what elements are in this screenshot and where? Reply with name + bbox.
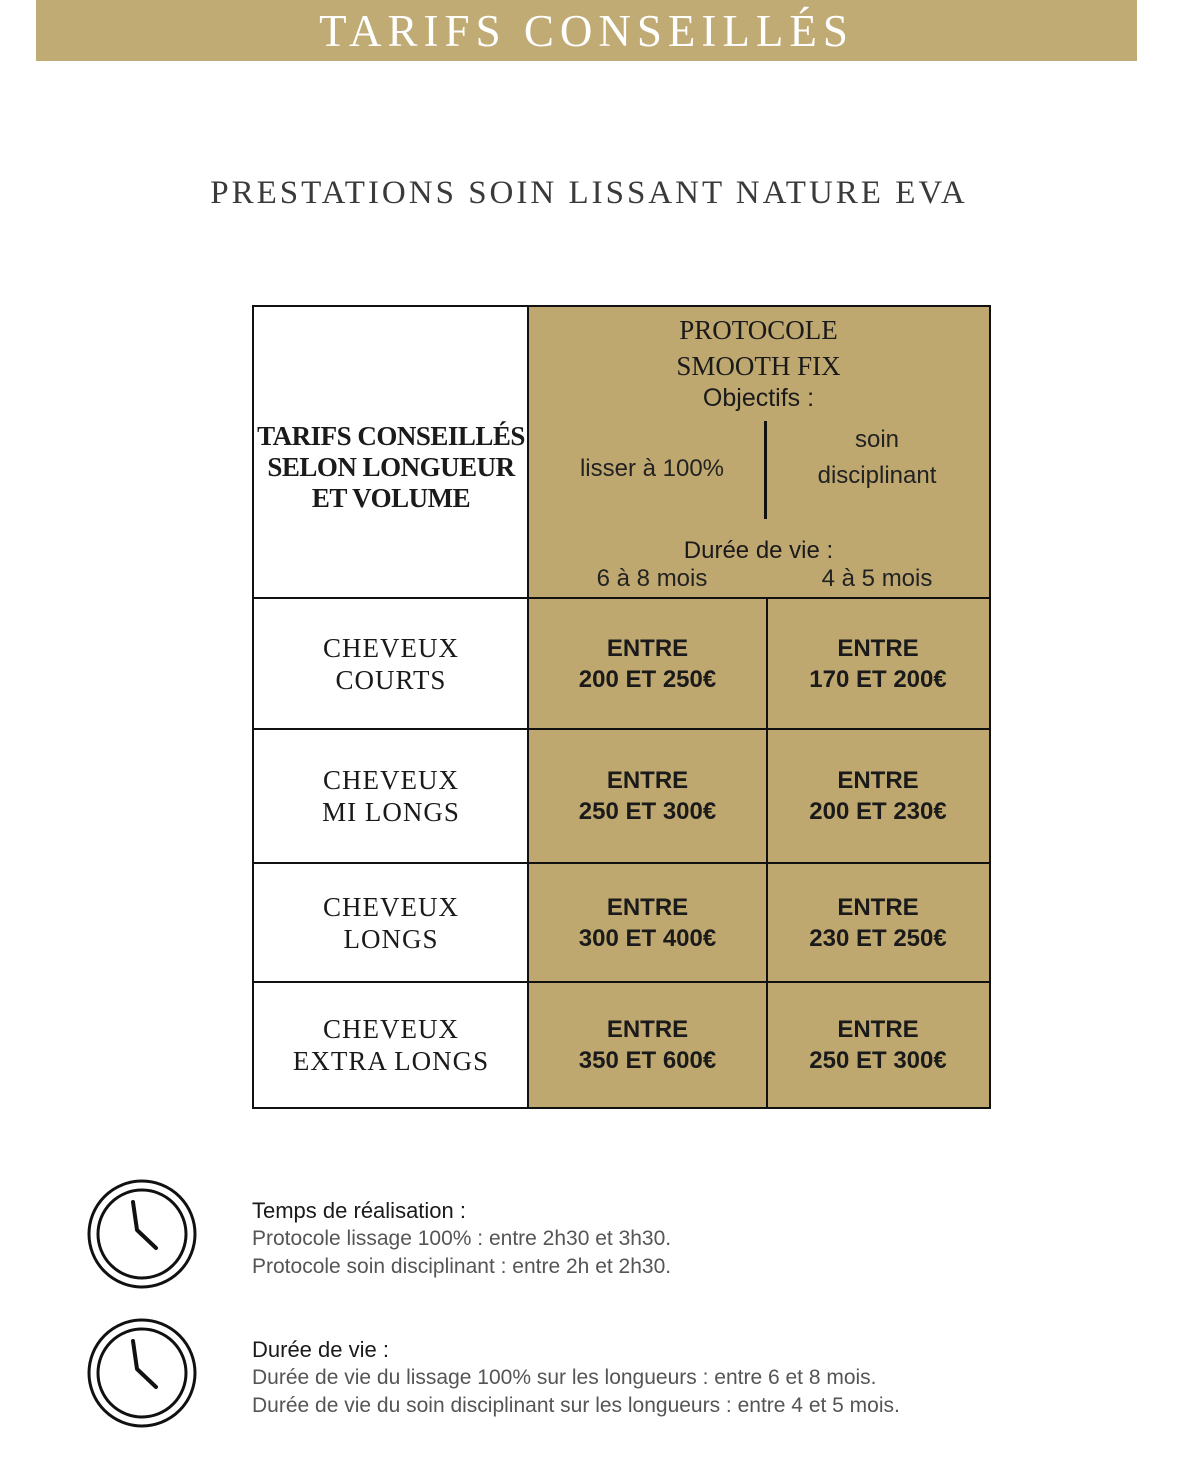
row-label-line2: MI LONGS	[322, 797, 460, 827]
price-prefix: ENTRE	[606, 634, 689, 662]
table-divider	[254, 597, 989, 599]
objective-divider	[764, 421, 767, 519]
price-prefix: ENTRE	[606, 1015, 689, 1043]
price-cell	[528, 982, 767, 1107]
price-cell	[767, 982, 989, 1107]
clock-icon	[86, 1317, 198, 1429]
price-prefix: ENTRE	[837, 767, 919, 794]
price-range: 230 ET 250€	[809, 924, 947, 952]
objective-right-line2: disciplinant	[817, 462, 937, 489]
row-label-longs	[254, 863, 528, 982]
row-label-line1: CHEVEUX	[322, 765, 459, 795]
row-label-line1: CHEVEUX	[323, 891, 459, 922]
price-range: 200 ET 250€	[578, 665, 717, 693]
duration-label: Durée de vie :	[683, 537, 834, 564]
note-execution-time	[252, 1197, 671, 1281]
price-cell	[767, 729, 989, 863]
note-lifetime	[252, 1336, 900, 1420]
price-range: 250 ET 300€	[809, 1046, 947, 1074]
clock-icon	[86, 1178, 198, 1290]
objective-right-line1: soin	[854, 426, 900, 453]
price-cell	[528, 729, 767, 863]
price-table	[252, 305, 991, 1109]
duration-right: 4 à 5 mois	[821, 565, 933, 592]
price-cell	[767, 863, 989, 982]
table-corner-title: TARIFS CONSEILLÉS SELON LONGUEUR ET VOLUME	[257, 421, 525, 513]
note-title: Durée de vie :	[252, 1337, 389, 1362]
table-divider	[254, 862, 989, 864]
objective-left: lisser à 100%	[579, 455, 725, 482]
price-cell	[767, 598, 989, 729]
header-banner	[36, 0, 1137, 61]
price-range: 170 ET 200€	[809, 665, 947, 693]
row-label-courts	[254, 598, 528, 729]
subtitle: PRESTATIONS SOIN LISSANT NATURE EVA	[210, 175, 968, 211]
table-divider	[766, 598, 768, 1107]
row-label-line2: COURTS	[335, 664, 447, 695]
row-label-line2: LONGS	[343, 923, 439, 954]
row-label-mi-longs	[254, 729, 528, 863]
price-range: 200 ET 230€	[809, 798, 947, 825]
row-label-line2: EXTRA LONGS	[292, 1045, 490, 1076]
price-range: 350 ET 600€	[578, 1046, 717, 1074]
price-prefix: ENTRE	[837, 893, 919, 921]
price-range: 250 ET 300€	[578, 798, 717, 825]
protocol-line1: PROTOCOLE	[679, 315, 838, 345]
protocol-line2: SMOOTH FIX	[676, 351, 841, 381]
note-title: Temps de réalisation :	[252, 1198, 466, 1223]
note-line: Durée de vie du soin disciplinant sur les longueurs : entre 4 et 5 mois.	[252, 1394, 900, 1417]
price-prefix: ENTRE	[606, 893, 689, 921]
table-divider	[254, 728, 989, 730]
protocol-title	[528, 312, 989, 384]
note-line: Durée de vie du lissage 100% sur les longueurs : entre 6 et 8 mois.	[252, 1366, 877, 1389]
protocol-header	[528, 307, 989, 598]
duration-left: 6 à 8 mois	[596, 565, 708, 592]
page-title: TARIFS CONSEILLÉS	[319, 5, 854, 56]
price-prefix: ENTRE	[837, 1015, 919, 1043]
price-cell	[528, 598, 767, 729]
price-cell	[528, 863, 767, 982]
price-range: 300 ET 400€	[578, 924, 717, 952]
objective-right	[768, 422, 986, 494]
row-label-line1: CHEVEUX	[323, 632, 459, 663]
row-label-extra-longs	[254, 982, 528, 1107]
price-prefix: ENTRE	[837, 634, 919, 662]
price-prefix: ENTRE	[606, 767, 689, 794]
row-label-line1: CHEVEUX	[322, 1013, 459, 1044]
table-divider	[527, 307, 529, 1107]
note-line: Protocole soin disciplinant : entre 2h et 2h30.	[252, 1255, 672, 1278]
objectives-label: Objectifs :	[702, 384, 815, 412]
table-divider	[254, 981, 989, 983]
note-line: Protocole lissage 100% : entre 2h30 et 3h30.	[252, 1227, 672, 1250]
